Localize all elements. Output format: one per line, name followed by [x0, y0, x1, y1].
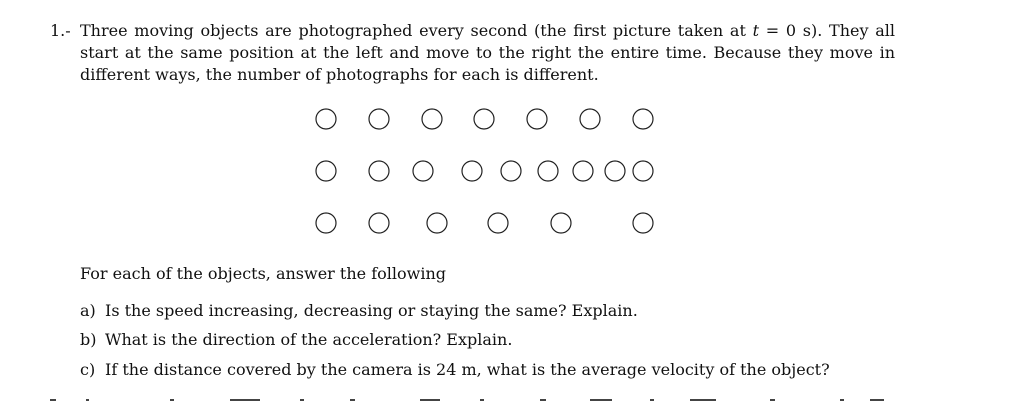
- snapshot-dot: [633, 161, 653, 181]
- snapshot-dot: [413, 161, 433, 181]
- question-text: If the distance covered by the camera is 24 m, what is the average velocity of the object?: [105, 360, 830, 379]
- snapshot-dot: [488, 213, 508, 233]
- question-letter: b): [80, 330, 97, 349]
- cut-off-text-fragments: [50, 396, 890, 401]
- question-text: What is the direction of the acceleration? Explain.: [105, 330, 513, 349]
- snapshot-dot: [580, 109, 600, 129]
- question-b: [80, 329, 512, 351]
- snapshot-dot: [527, 109, 547, 129]
- motion-row-object-3: [316, 213, 653, 233]
- snapshot-dot: [369, 109, 389, 129]
- snapshot-dot: [422, 109, 442, 129]
- snapshot-dot: [633, 109, 653, 129]
- snapshot-dot: [316, 213, 336, 233]
- intro-text-part1: Three moving objects are photographed every second (the first picture taken at: [80, 21, 753, 40]
- instruction-text: For each of the objects, answer the following: [80, 264, 446, 283]
- question-a: [80, 300, 638, 322]
- snapshot-dot: [605, 161, 625, 181]
- snapshot-dot: [551, 213, 571, 233]
- snapshot-dot: [427, 213, 447, 233]
- intro-math-t: t: [752, 21, 760, 40]
- intro-text-part2: = 0 s). They all start at the same position at the left and move to the right the entire time. Because they move in different ways, the number of photographs for each is different.: [80, 21, 896, 84]
- snapshot-dot: [633, 213, 653, 233]
- question-text: Is the speed increasing, decreasing or staying the same? Explain.: [105, 301, 638, 320]
- question-letter: c): [80, 360, 96, 379]
- motion-row-object-2: [316, 161, 653, 181]
- snapshot-dot: [538, 161, 558, 181]
- question-letter: a): [80, 301, 96, 320]
- snapshot-dot: [369, 161, 389, 181]
- snapshot-dot: [369, 213, 389, 233]
- snapshot-dot: [316, 161, 336, 181]
- question-c: [80, 359, 830, 381]
- snapshot-dot: [474, 109, 494, 129]
- snapshot-dot: [462, 161, 482, 181]
- snapshot-dot: [316, 109, 336, 129]
- snapshot-dot: [573, 161, 593, 181]
- snapshot-dot: [501, 161, 521, 181]
- motion-row-object-1: [316, 109, 653, 129]
- problem-number: 1.-: [50, 21, 71, 40]
